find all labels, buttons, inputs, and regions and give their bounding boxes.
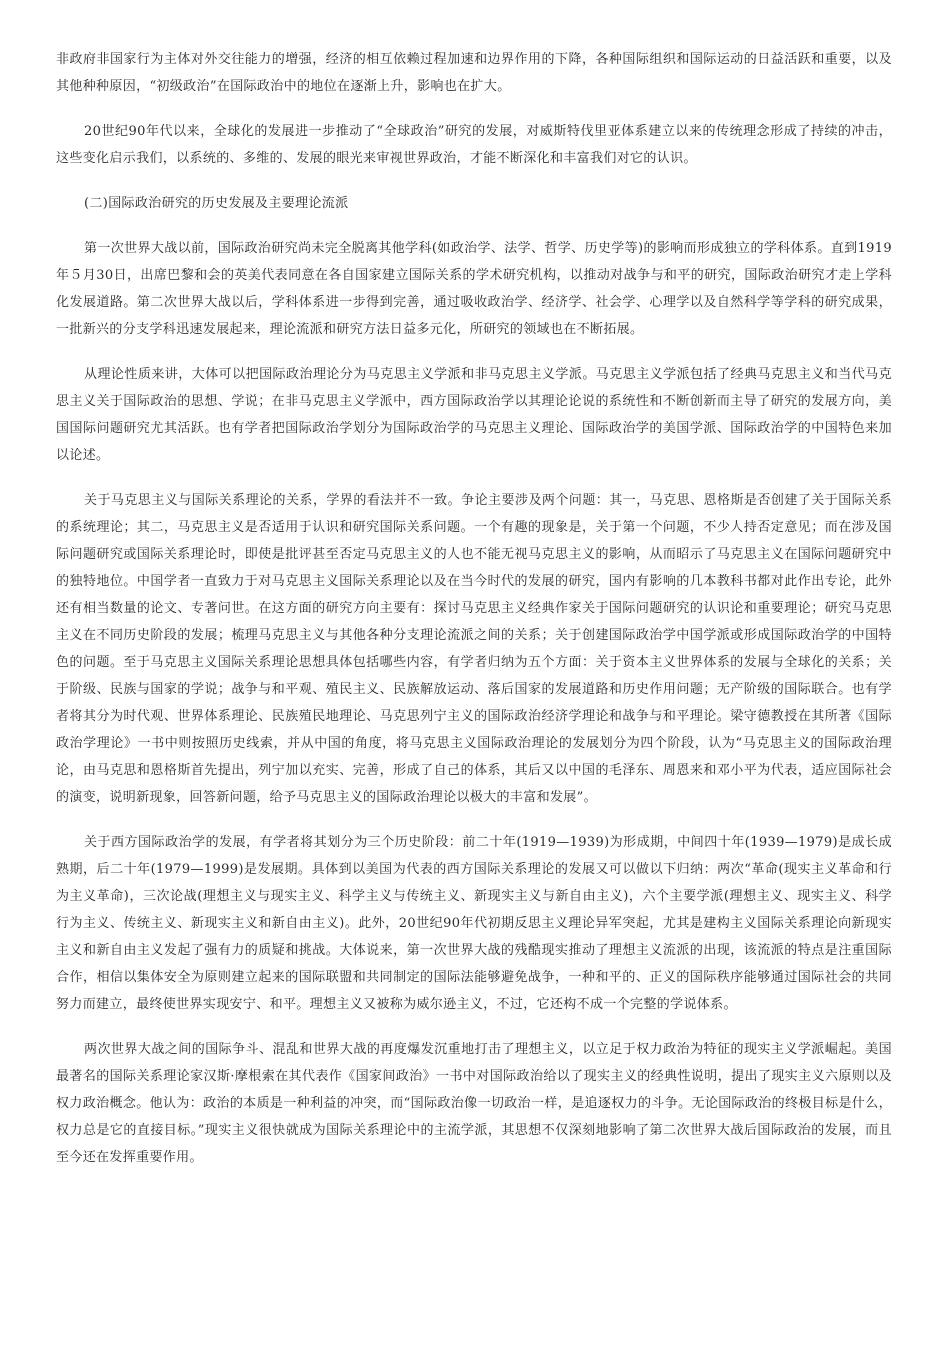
paragraph-3: 第一次世界大战以前，国际政治研究尚未完全脱离其他学科(如政治学、法学、哲学、历史学等)的影响而形成独立的学科体系。直到1919年５月30日，出席巴黎和会的英美代表同意在各自国家建立国际关系的学术研究机构，以推动对战争与和平的研究，国际政治研究才走上学科化发展道路。第二次世界大战以后，学科体系进一步得到完善，通过吸收政治学、经济学、社会学、心理学以及自然科学等学科的研究成果，一批新兴的分支学科迅速发展起来，理论流派和研究方法日益多元化，所研究的领域也在不断拓展。 [56,241,892,337]
paragraph-1: 非政府非国家行为主体对外交往能力的增强，经济的相互依赖过程加速和边界作用的下降，各种国际组织和国际运动的日益活跃和重要，以及其他种种原因，“初级政治”在国际政治中的地位在逐渐上升，影响也在扩大。 [56,52,892,94]
paragraph-2: 20世纪90年代以来，全球化的发展进一步推动了“全球政治”研究的发展，对威斯特伐里亚体系建立以来的传统理念形成了持续的冲击，这些变化启示我们，以系统的、多维的、发展的眼光来审视世界政治，才能不断深化和丰富我们对它的认识。 [56,124,892,166]
paragraph-5: 关于马克思主义与国际关系理论的关系，学界的看法并不一致。争论主要涉及两个问题：其一，马克思、恩格斯是否创建了关于国际关系的系统理论；其二，马克思主义是否适用于认识和研究国际关系问题。一个有趣的现象是，关于第一个问题，不少人持否定意见；而在涉及国际问题研究或国际关系理论时，即使是批评甚至否定马克思主义的人也不能无视马克思主义的影响，从而昭示了马克思主义在国际问题研究中的独特地位。中国学者一直致力于对马克思主义国际关系理论以及在当今时代的发展的研究，国内有影响的几本教科书都对此作出专论，此外还有相当数量的论文、专著问世。在这方面的研究方向主要有：探讨马克思主义经典作家关于国际问题研究的认识论和重要理论；研究马克思主义在不同历史阶段的发展；梳理马克思主义与其他各种分支理论流派之间的关系；关于创建国际政治学中国学派或形成国际政治学的中国特色的问题。至于马克思主义国际关系理论思想具体包括哪些内容，有学者归纳为五个方面：关于资本主义世界体系的发展与全球化的关系；关于阶级、民族与国家的学说；战争与和平观、殖民主义、民族解放运动、落后国家的发展道路和历史作用问题；无产阶级的国际联合。也有学者将其分为时代观、世界体系理论、民族殖民地理论、马克思列宁主义的国际政治经济学理论和战争与和平理论。梁守德教授在其所著《国际政治学理论》一书中则按照历史线索，并从中国的角度，将马克思主义国际政治理论的发展划分为四个阶段，认为“马克思主义的国际政治理论，由马克思和恩格斯首先提出，列宁加以充实、完善，形成了自己的体系，其后又以中国的毛泽东、周恩来和邓小平为代表，适应国际社会的演变，说明新现象，回答新问题，给予马克思主义的国际政治理论以极大的丰富和发展”。 [56,493,892,805]
paragraph-4: 从理论性质来讲，大体可以把国际政治理论分为马克思主义学派和非马克思主义学派。马克思主义学派包括了经典马克思主义和当代马克思主义关于国际政治的思想、学说；在非马克思主义学派中，西方国际政治学以其理论论说的系统性和不断创新而主导了研究的发展方向，美国国际问题研究尤其活跃。也有学者把国际政治学划分为国际政治学的马克思主义理论、国际政治学的美国学派、国际政治学的中国特色来加以论述。 [56,367,892,463]
section-heading: (二)国际政治研究的历史发展及主要理论流派 [84,196,349,211]
paragraph-6: 关于西方国际政治学的发展，有学者将其划分为三个历史阶段：前二十年(1919—1939)为形成期，中间四十年(1939—1979)是成长成熟期，后二十年(1979—1999)是发展期。具体到以美国为代表的西方国际关系理论的发展又可以做以下归纳：两次“革命(现实主义革命和行为主义革命)，三次论战(理想主义与现实主义、科学主义与传统主义、新现实主义与新自由主义)，六个主要学派(理想主义、现实主义、科学行为主义、传统主义、新现实主义和新自由主义)。此外，20世纪90年代初期反思主义理论异军突起，尤其是建构主义国际关系理论向新现实主义和新自由主义发起了强有力的质疑和挑战。大体说来，第一次世界大战的残酷现实推动了理想主义流派的出现，该流派的特点是注重国际合作，相信以集体安全为原则建立起来的国际联盟和共同制定的国际法能够避免战争，一种和平的、正义的国际秩序能够通过国际社会的共同努力而建立，最终使世界实现安宁、和平。理想主义又被称为威尔逊主义，不过，它还构不成一个完整的学说体系。 [56,835,892,1012]
paragraph-7: 两次世界大战之间的国际争斗、混乱和世界大战的再度爆发沉重地打击了理想主义，以立足于权力政治为特征的现实主义学派崛起。美国最著名的国际关系理论家汉斯·摩根索在其代表作《国家间政治》一书中对国际政治给以了现实主义的经典性说明，提出了现实主义六原则以及权力政治概念。他认为：政治的本质是一种利益的冲突，而“国际政治像一切政治一样，是追逐权力的斗争。无论国际政治的终极目标是什么，权力总是它的直接目标。”现实主义很快就成为国际关系理论中的主流学派，其思想不仅深刻地影响了第二次世界大战后国际政治的发展，而且至今还在发挥重要作用。 [56,1042,892,1165]
document-body [56,46,892,1189]
